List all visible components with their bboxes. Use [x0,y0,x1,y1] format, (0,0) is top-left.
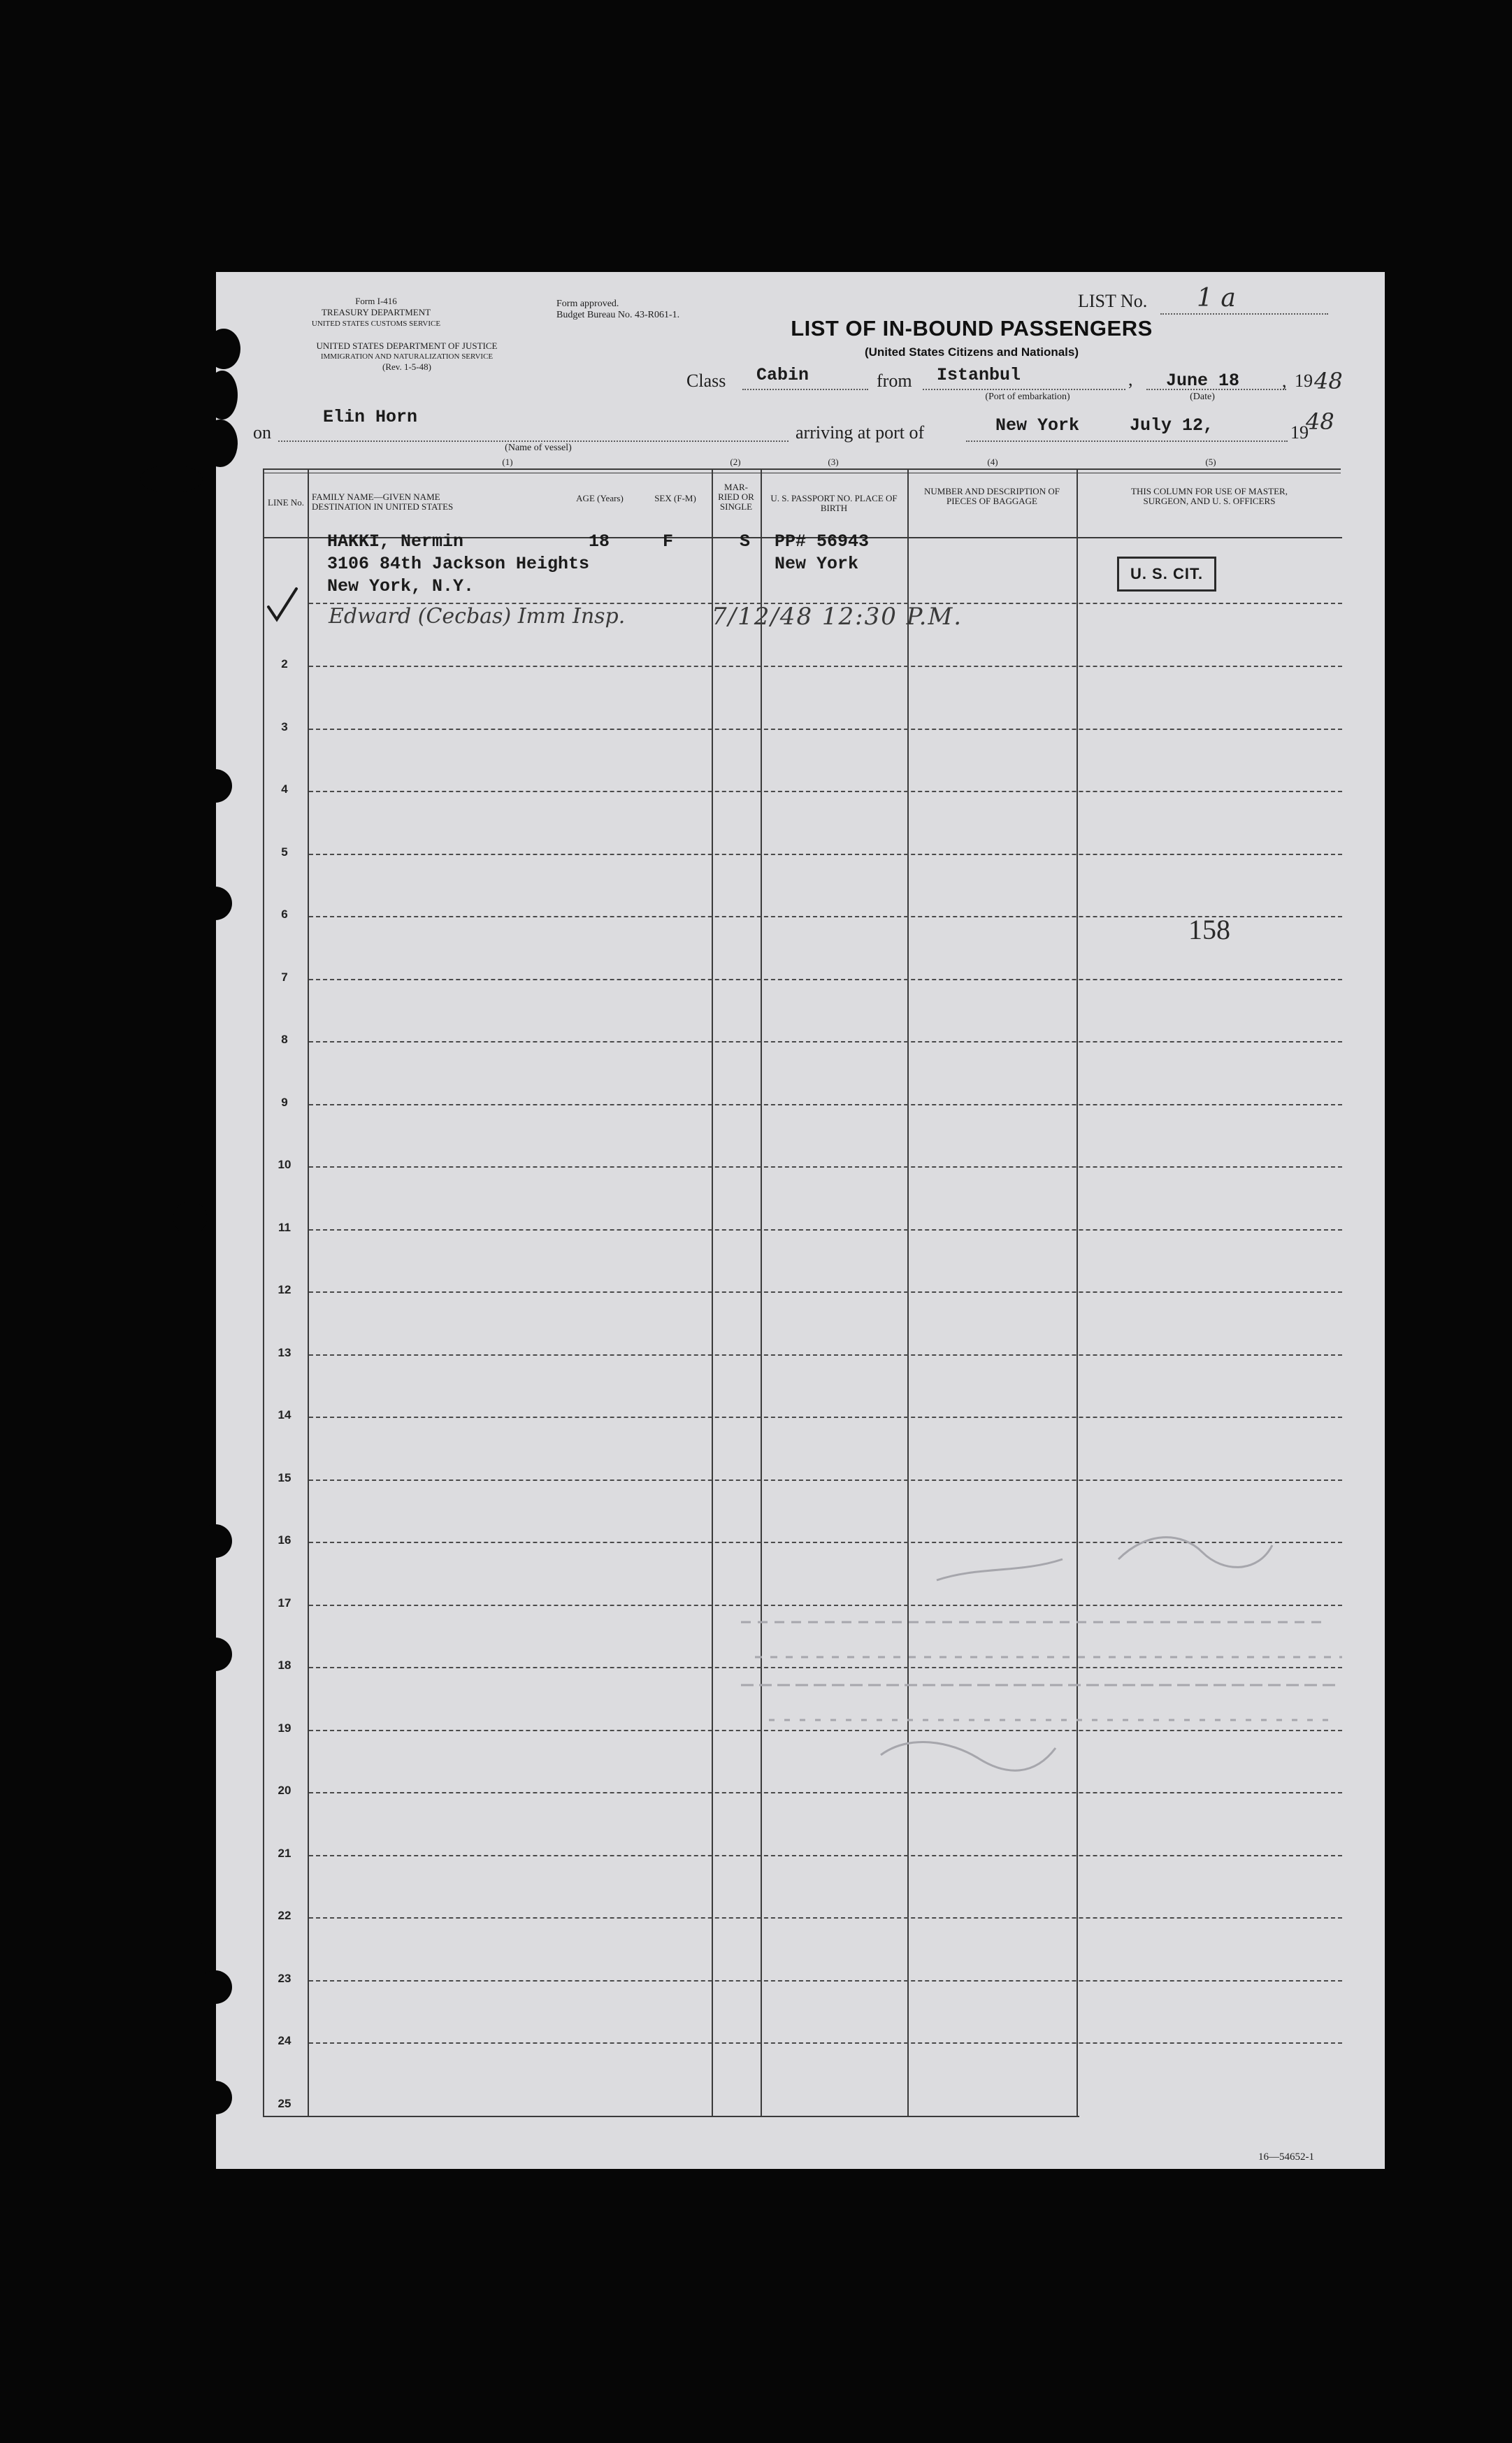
form-approved: Form approved. [556,299,619,309]
arriving-label: arriving at port of [795,422,925,443]
on-label: on [253,422,271,443]
passenger-sex: F [663,531,674,552]
row-number: 3 [281,720,288,733]
col-divider [761,468,762,2117]
header-married: MAR-RIED OR SINGLE [718,482,754,512]
row-divider [309,854,1342,855]
row-divider [309,916,1342,917]
table-left-border [263,468,264,2117]
dept-justice-sub: IMMIGRATION AND NATURALIZATION SERVICE [320,352,494,361]
header-line-no: LINE No. [268,497,304,508]
class-line [742,389,868,390]
list-number-line [1160,313,1328,315]
row-number: 8 [281,1033,288,1046]
passenger-address-1: 3106 84th Jackson Heights [327,554,590,574]
row-number: 25 [278,2097,291,2110]
col-number: (1) [502,457,513,467]
row-divider [309,1480,1342,1481]
date-value: June 18 [1166,371,1240,391]
arrival-line [966,440,1288,442]
inspector-note: Edward (Cecbas) Imm Insp. [329,604,626,629]
binder-hole [199,769,232,803]
col-number: (5) [1205,457,1216,467]
row-divider [309,1104,1342,1105]
paper-tear [203,420,238,467]
row-number: 6 [281,908,288,921]
row-number: 16 [278,1533,291,1547]
binder-hole [199,1638,232,1671]
row-number: 5 [281,845,288,859]
passenger-passport: PP# 56943 [775,531,870,552]
passenger-name: HAKKI, Nermin [327,531,464,552]
row-divider [309,1166,1342,1168]
row-number: 20 [278,1784,291,1797]
row-number: 4 [281,782,288,796]
row-divider [309,1855,1342,1856]
row-number: 7 [281,970,288,984]
arrival-port: New York [995,415,1080,436]
dept-treasury: TREASURY DEPARTMENT [321,307,431,317]
row-number: 10 [278,1158,291,1171]
table-top-border [263,468,1341,470]
col-divider [308,468,309,2117]
col-divider [1077,468,1078,2117]
form-title: LIST OF IN-BOUND PASSENGERS [791,316,1153,341]
col-number: (2) [730,457,741,467]
row-number: 2 [281,657,288,671]
binder-hole [199,1970,232,2004]
vessel-caption: (Name of vessel) [505,443,572,453]
row-number: 11 [278,1221,291,1234]
binder-hole [199,887,232,920]
port-embark-caption: (Port of embarkation) [985,392,1070,402]
class-label: Class [686,371,726,391]
header-officers: THIS COLUMN FOR USE OF MASTER, SURGEON, AND U. S. OFFICERS [1131,486,1288,506]
list-number-label: LIST No. [1078,291,1148,311]
row-number: 23 [278,1972,291,1985]
bleed-through-marks [727,1517,1356,1811]
paper-tear [207,371,238,420]
vessel-value: Elin Horn [323,407,418,427]
from-label: from [877,371,912,391]
from-value: Istanbul [937,365,1021,385]
paper-tear [140,465,203,493]
year-value: 48 [1314,368,1343,394]
arrival-year-prefix: 19 [1290,422,1309,443]
row-divider [309,979,1342,980]
row-divider [309,1291,1342,1293]
class-value: Cabin [756,365,809,385]
header-rule [1079,537,1342,538]
row-number: 12 [278,1283,291,1296]
revision: (Rev. 1-5-48) [382,361,431,372]
row-divider [309,1980,1342,1982]
arrival-year: 48 [1306,408,1334,435]
passenger-age: 18 [589,531,610,552]
row-divider [309,1229,1342,1231]
header-passport: U. S. PASSPORT NO. PLACE OF BIRTH [770,493,898,513]
form-subtitle: (United States Citizens and Nationals) [864,345,1079,359]
margin-number: 158 [1188,914,1230,945]
list-number-value: 1 a [1197,284,1236,313]
vessel-line [278,440,789,442]
binder-hole [179,1942,213,1976]
budget-bureau: Budget Bureau No. 43-R061-1. [556,310,680,320]
arrival-date: July 12, [1130,415,1214,436]
checkmark-icon [266,586,301,624]
col-number: (3) [828,457,839,467]
row-number: 9 [281,1096,288,1109]
header-age: AGE (Years) [576,493,624,503]
passenger-address-2: New York, N.Y. [327,576,475,596]
header-sex: SEX (F-M) [654,493,696,503]
row-number: 24 [278,2034,291,2047]
dept-treasury-sub: UNITED STATES CUSTOMS SERVICE [311,320,441,328]
binder-hole [173,1201,207,1235]
citizen-stamp: U. S. CIT. [1117,557,1216,592]
col-divider [907,468,909,2117]
dept-justice: UNITED STATES DEPARTMENT OF JUSTICE [316,341,498,351]
from-line [923,389,1125,390]
col-divider [712,468,713,2117]
row-number: 15 [278,1471,291,1484]
comma: , [1282,371,1287,391]
row-number: 22 [278,1909,291,1922]
header-baggage: NUMBER AND DESCRIPTION OF PIECES OF BAGGAGE [924,486,1060,506]
footer-code: 16—54652-1 [1258,2151,1314,2163]
paper-tear [207,329,240,369]
binder-hole [199,2081,232,2114]
row-number: 18 [278,1658,291,1672]
row-number: 13 [278,1346,291,1359]
passenger-marital: S [740,531,751,552]
date-caption: (Date) [1190,392,1215,402]
row-number: 19 [278,1721,291,1735]
header-name: FAMILY NAME—GIVEN NAME DESTINATION IN UNITED STATES [312,492,454,512]
table-bottom-border [263,2116,1079,2117]
row-divider [309,666,1342,667]
form-number: Form I-416 [355,296,397,306]
year-prefix: 19 [1295,371,1313,391]
row-divider [309,2042,1342,2044]
row-divider [309,1041,1342,1043]
row-number: 21 [278,1847,291,1860]
row-divider [309,1354,1342,1356]
row-divider [309,1417,1342,1418]
passenger-birthplace: New York [775,554,859,574]
row-number: 14 [278,1408,291,1421]
row-divider [309,729,1342,730]
row-number: 17 [278,1596,291,1610]
binder-hole [199,1524,232,1558]
comma: , [1128,369,1133,389]
inspection-time: 7/12/48 12:30 P.M. [712,603,963,631]
col-number: (4) [987,457,998,467]
row-divider [309,1917,1342,1919]
row-divider [309,603,1342,604]
row-divider [309,791,1342,792]
